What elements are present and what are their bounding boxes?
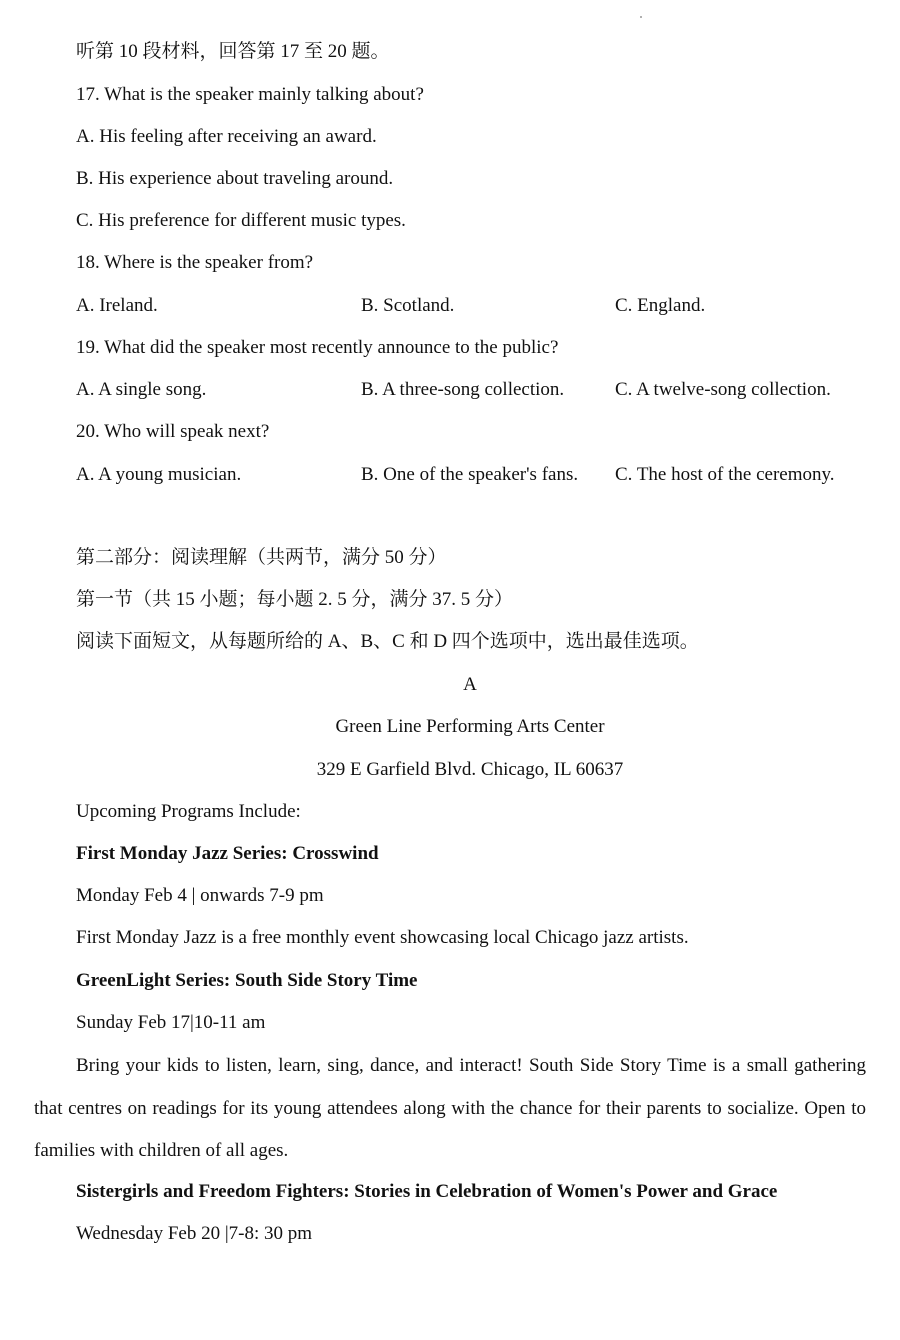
program-2-time: Sunday Feb 17|10-11 am bbox=[76, 1012, 266, 1033]
question-19-option-a: A. A single song. bbox=[76, 379, 207, 400]
program-1-description: First Monday Jazz is a free monthly event showcasing local Chicago jazz artists. bbox=[76, 927, 689, 948]
programs-intro: Upcoming Programs Include: bbox=[76, 801, 301, 822]
venue-name: Green Line Performing Arts Center bbox=[335, 716, 605, 737]
question-20-option-a: A. A young musician. bbox=[76, 464, 242, 485]
program-2-description: Bring your kids to listen, learn, sing, dance, and interact! South Side Story Time is a small gathering that centres on readings for its young attendees along with the chance for their parents to socialize. Open to families with children of all ages. bbox=[34, 1055, 866, 1161]
question-20-stem: 20. Who will speak next? bbox=[76, 421, 270, 442]
question-19-option-b: B. A three-song collection. bbox=[361, 379, 565, 400]
question-18-option-a: A. Ireland. bbox=[76, 295, 158, 316]
question-17-option-a: A. His feeling after receiving an award. bbox=[76, 126, 377, 147]
question-18-stem: 18. Where is the speaker from? bbox=[76, 252, 314, 273]
page-dot bbox=[640, 16, 642, 18]
reading-section-title: 第一节（共 15 小题；每小题 2. 5 分，满分 37. 5 分） bbox=[76, 589, 514, 610]
passage-letter: A bbox=[463, 674, 477, 695]
program-2-title: GreenLight Series: South Side Story Time bbox=[76, 970, 418, 991]
program-1-time: Monday Feb 4 | onwards 7-9 pm bbox=[76, 885, 324, 906]
program-3-time: Wednesday Feb 20 |7-8: 30 pm bbox=[76, 1223, 313, 1244]
listening-instruction: 听第 10 段材料，回答第 17 至 20 题。 bbox=[76, 41, 390, 62]
question-18-option-b: B. Scotland. bbox=[361, 295, 455, 316]
reading-part-title: 第二部分：阅读理解（共两节，满分 50 分） bbox=[76, 547, 447, 568]
question-19-stem: 19. What did the speaker most recently announce to the public? bbox=[76, 337, 559, 358]
question-17-option-b: B. His experience about traveling around. bbox=[76, 168, 394, 189]
program-3-title: Sistergirls and Freedom Fighters: Stories in Celebration of Women's Power and Grace bbox=[76, 1181, 778, 1202]
question-17-stem: 17. What is the speaker mainly talking about? bbox=[76, 84, 424, 105]
venue-address: 329 E Garfield Blvd. Chicago, IL 60637 bbox=[316, 759, 624, 780]
question-17-option-c: C. His preference for different music types. bbox=[76, 210, 406, 231]
question-19-option-c: C. A twelve-song collection. bbox=[615, 379, 831, 400]
reading-instruction: 阅读下面短文，从每题所给的 A、B、C 和 D 四个选项中，选出最佳选项。 bbox=[76, 631, 699, 652]
question-18-option-c: C. England. bbox=[615, 295, 706, 316]
program-1-title: First Monday Jazz Series: Crosswind bbox=[76, 843, 379, 864]
question-20-option-b: B. One of the speaker's fans. bbox=[361, 464, 579, 485]
question-20-option-c: C. The host of the ceremony. bbox=[615, 464, 835, 485]
